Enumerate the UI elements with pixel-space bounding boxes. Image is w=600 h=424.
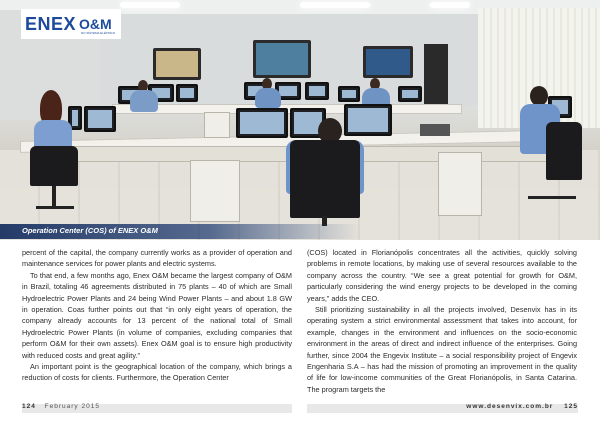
office-chair: [290, 140, 360, 218]
issue-date: February 2015: [44, 403, 100, 410]
website-url: www.desenvix.com.br: [466, 403, 554, 410]
keyboard-phone: [420, 124, 450, 136]
footer-left: [22, 403, 100, 410]
photo-caption-bar: [0, 224, 600, 239]
paragraph: An important point is the geographical location of the company, which brings a reduction of costs for clients. Furthermore, the Operation Center: [22, 362, 292, 383]
logo-suffix: O&M: [79, 16, 112, 32]
wall-screen: [363, 46, 413, 78]
drawer-unit: [204, 112, 230, 138]
logo-name: ENEX: [25, 13, 77, 34]
monitor: [305, 82, 329, 100]
operator: [255, 88, 281, 108]
logo-tagline: DO SISTEMA ELÉTRICO: [81, 31, 116, 35]
enex-logo: [21, 9, 121, 39]
wall-screen-map: [253, 40, 311, 78]
paragraph: Still prioritizing sustainability in all the projects involved, Desenvix has in its operating system a strict environmental assessment that takes into account, for example, changes in the environment and influences on the socio-economic environment in the areas of direct and indirect influence of the enterprises. Going further, since 2004 the Engevix Institute – a social responsibility project of Engevix Engenharia S.A – has had the mission of promoting an improvement in the quality of life for low-income communities of the Great Florianópolis, in Santa Catarina. The program targets the: [307, 305, 577, 394]
monitor: [398, 86, 422, 102]
right-column: [307, 247, 577, 395]
photo-caption: Operation Center (COS) of ENEX O&M: [22, 226, 158, 235]
paragraph: (COS) located in Florianópolis concentrates all the activities, quickly solving problems in remote locations, by making use of several resources available to the company across the country. “We see a great potential for growth for O&M, particularly considering the wind energy projects to be developed in the coming years,” adds the CEO.: [307, 248, 577, 303]
page-number-left: 124: [22, 403, 36, 410]
operator: [130, 90, 158, 112]
page-number-right: 125: [564, 403, 578, 410]
office-chair-base: [528, 196, 576, 199]
paragraph: percent of the capital, the company currently works as a provider of operation and maintenance services for power plants and electric systems.: [22, 248, 292, 269]
monitor: [176, 84, 198, 102]
ceiling-light: [430, 2, 470, 8]
office-chair-base: [52, 186, 56, 208]
monitor: [338, 86, 360, 102]
operator-head: [530, 86, 548, 106]
left-column: [22, 247, 292, 384]
office-chair-base: [36, 206, 74, 209]
drawer-unit: [190, 160, 240, 222]
office-chair: [546, 122, 582, 180]
monitor: [84, 106, 116, 132]
server-rack: [424, 44, 448, 104]
monitor: [344, 104, 392, 136]
footer-right: [466, 403, 578, 410]
monitor: [236, 108, 288, 138]
wall-screen: [153, 48, 201, 80]
ceiling-light: [120, 2, 180, 8]
ceiling-light: [300, 2, 370, 8]
paragraph: To that end, a few months ago, Enex O&M became the largest company of O&M in Brazil, totaling 46 agreements distributed in 75 plants – 40 of which are Small Hydroelectric Power Plants and 24 being Wind Power Plants – and about 1.8 GW in operation. Coas further points out that “in only eight years of operation, the company already accounts for 13 percent of the national total of Small Hydroelectric Power Plants (in volume of companies, excluding companies that perform O&M for their own assets). Enex O&M goal is to ensure high productivity with reduced costs and great agility.”: [22, 270, 292, 360]
drawer-unit: [438, 152, 482, 216]
office-chair: [30, 146, 78, 186]
